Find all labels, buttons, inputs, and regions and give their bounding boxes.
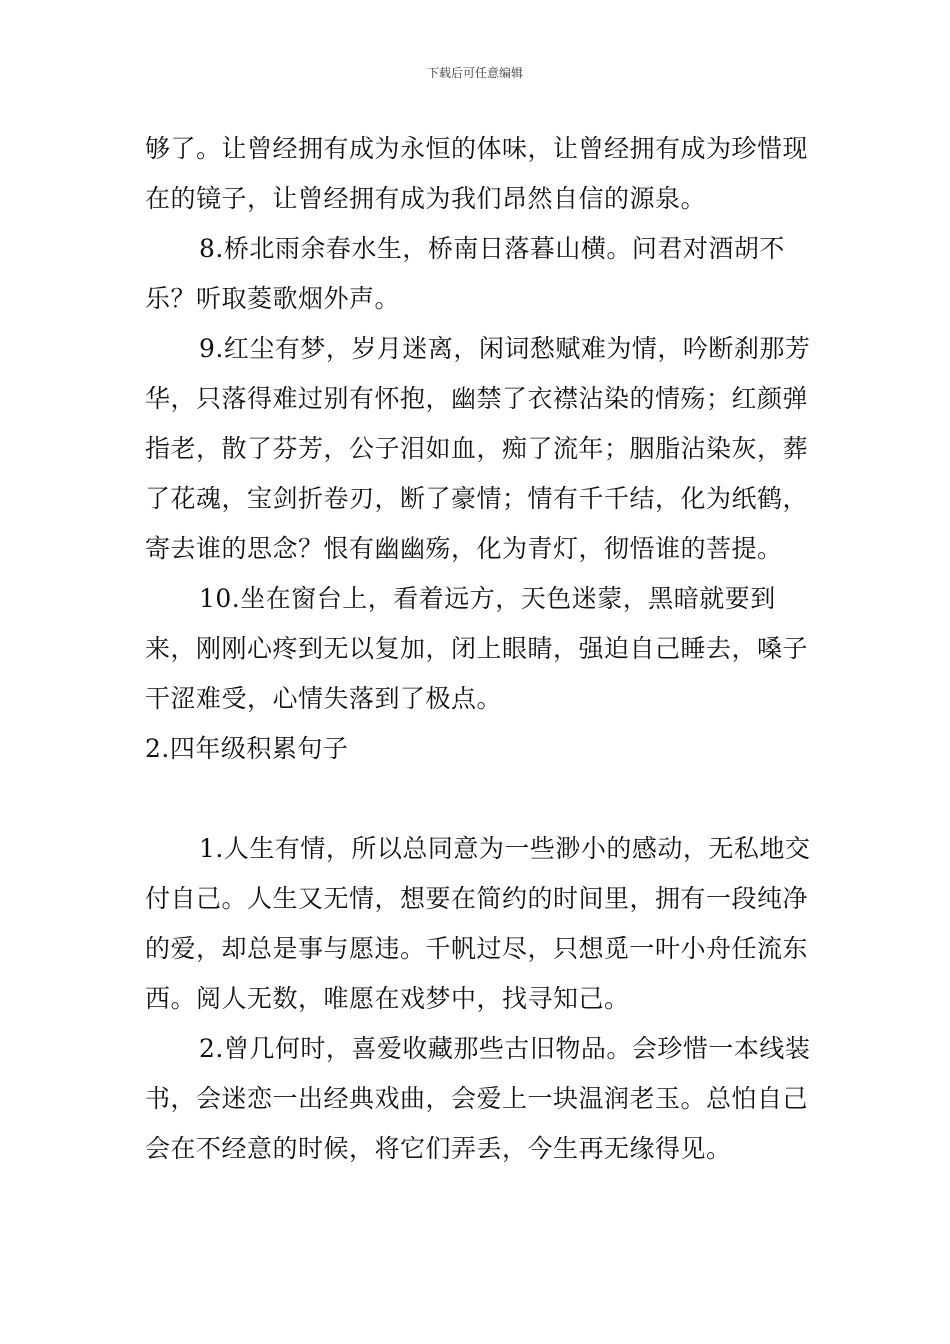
paragraph-9: 9.红尘有梦，岁月迷离，闲词愁赋难为情，吟断刹那芳华，只落得难过别有怀抱，幽禁了衣襟沾染的情殇；红颜弹指老，散了芬芳，公子泪如血，痴了流年；胭脂沾染灰，葬了花魂，宝剑折卷刃，断了豪情；情有千千结，化为纸鹤，寄去谁的思念？恨有幽幽殇，化为青灯，彻悟谁的菩提。	[145, 334, 811, 563]
section-paragraph-1: 1.人生有情，所以总同意为一些渺小的感动，无私地交付自己。人生又无情，想要在简约的时间里，拥有一段纯净的爱，却总是事与愿违。千帆过尽，只想觅一叶小舟任流东西。阅人无数，唯愿在戏梦中，找寻知己。	[145, 834, 811, 1013]
paragraph-8: 8.桥北雨余春水生，桥南日落暮山横。问君对酒胡不乐？听取菱歌烟外声。	[145, 234, 785, 313]
section-spacer	[145, 774, 815, 824]
section-paragraph-2: 2.曾几何时，喜爱收藏那些古旧物品。会珍惜一本线装书，会迷恋一出经典戏曲，会爱上一块温润老玉。总怕自己会在不经意的时候，将它们弄丢，今生再无缘得见。	[145, 1034, 811, 1163]
paragraph-10: 10.坐在窗台上，看着远方，天色迷蒙，黑暗就要到来，刚刚心疼到无以复加，闭上眼睛，强迫自己睡去，嗓子干涩难受，心情失落到了极点。	[145, 584, 809, 713]
section-heading: 2.四年级积累句子	[145, 734, 349, 763]
page-header: 下载后可任意编辑	[426, 66, 523, 80]
document-body	[145, 124, 815, 1174]
paragraph-continuation: 够了。让曾经拥有成为永恒的体味，让曾经拥有成为珍惜现在的镜子，让曾经拥有成为我们昂然自信的源泉。	[145, 134, 809, 213]
